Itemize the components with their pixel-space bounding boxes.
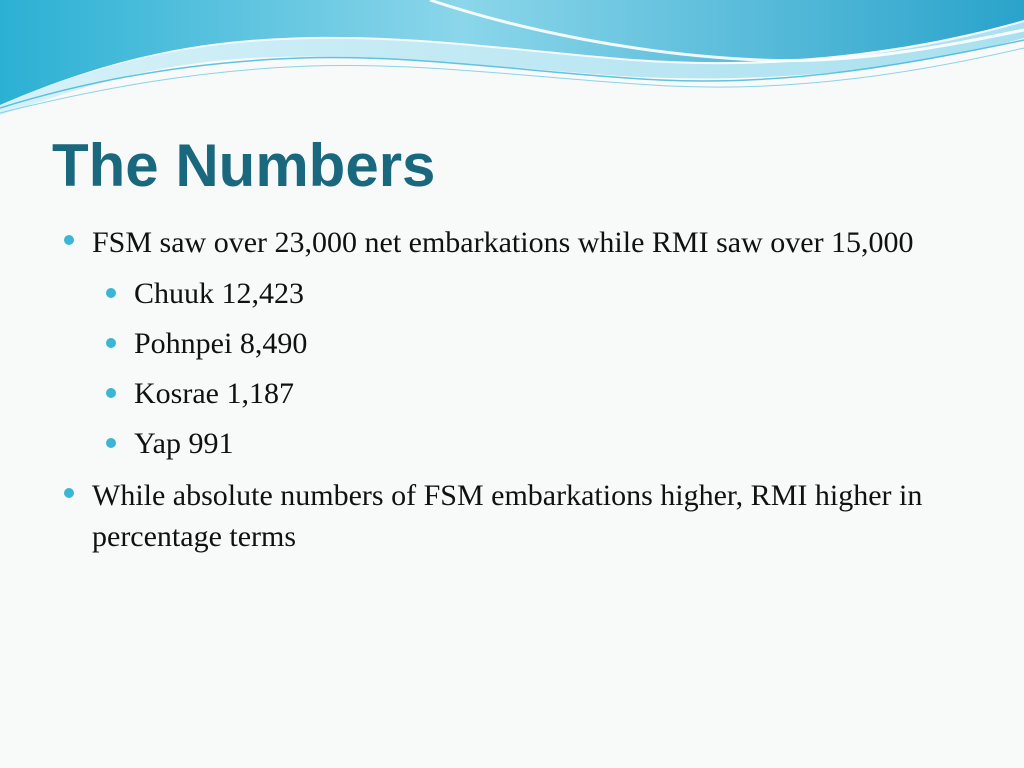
- bullet-dot-icon: [64, 235, 74, 245]
- sub-bullet-item: [104, 419, 972, 469]
- bullet-dot-icon: [106, 388, 116, 398]
- slide-body: [62, 222, 972, 557]
- decorative-wave-header: [0, 0, 1024, 120]
- bullet-dot-icon: [106, 288, 116, 298]
- sub-bullet-list: [104, 269, 972, 469]
- sub-bullet-item: [104, 269, 972, 319]
- sub-bullet-item: [104, 369, 972, 419]
- bullet-text: FSM saw over 23,000 net embarkations while RMI saw over 15,000: [92, 226, 914, 259]
- bullet-dot-icon: [106, 438, 116, 448]
- bullet-text: While absolute numbers of FSM embarkations higher, RMI higher in percentage terms: [92, 479, 923, 553]
- sub-bullet-text: Pohnpei 8,490: [134, 327, 308, 360]
- bullet-item: [62, 222, 972, 263]
- sub-bullet-text: Yap 991: [134, 427, 234, 460]
- sub-bullet-text: Kosrae 1,187: [134, 377, 294, 410]
- sub-bullet-text: Chuuk 12,423: [134, 277, 305, 310]
- bullet-item: [62, 475, 972, 557]
- sub-bullet-item: [104, 319, 972, 369]
- bullet-dot-icon: [106, 338, 116, 348]
- bullet-dot-icon: [64, 488, 74, 498]
- slide-title: The Numbers: [52, 132, 436, 199]
